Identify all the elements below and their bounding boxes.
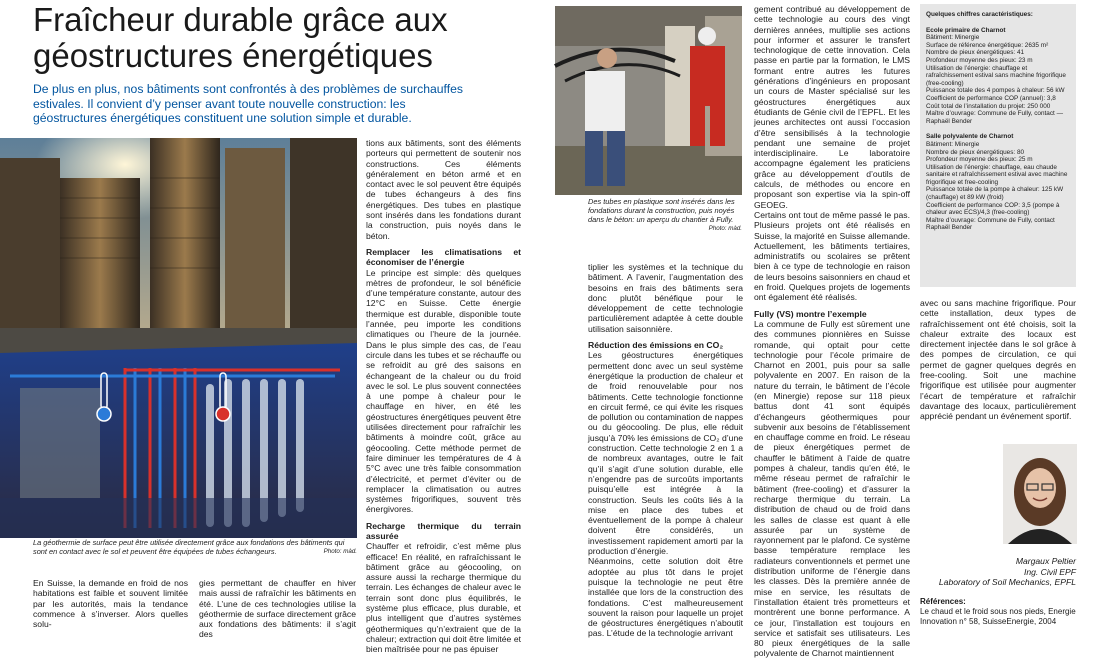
- author-portrait: [1003, 444, 1077, 544]
- factbox-line: Coût total de l’installation du projet: 250 000: [926, 102, 1051, 110]
- figure2-credit: Photo: màd.: [708, 225, 742, 232]
- references: [920, 597, 1090, 627]
- geostructure-illustration: [0, 138, 357, 538]
- paragraph: gement contribué au développement de cette technologie au cours des vingt dernières années, multiplie ses actions pour informer et assurer le transfert technologique de cette innovation. Cela passe en partie par la formation, le LMS formant entre autres les futures générations d’ingénieurs en proposant un cours de Master spécialisé sur les géostructures énergétiques aux étudiants de Génie civil de l’EPFL. Et les jeunes architectes ont aussi l’occasion d’être sensibilisés à la technologie pendant une semaine de projet interdisciplinaire. Le laboratoire accompagne également les praticiens grâce au développement d’outils de calculs, de méthodes ou encore en proposant son expertise via la spin-off GEOEG.: [754, 4, 910, 210]
- column1-bottom-text: En Suisse, la demande en froid de nos habitations est faible et souvent limitée par les autorités, mais la tendance commence à s’inverser. Alors quelles solu-: [33, 578, 188, 630]
- factbox-line: Coefficient de performance COP (annuel): 3,8: [926, 94, 1056, 102]
- factbox-line: Profondeur moyenne des pieux: 23 m: [926, 56, 1033, 64]
- factbox-line: Puissance totale des 4 pompes à chaleur: 56 kW: [926, 87, 1065, 95]
- paragraph: Chauffer et refroidir, c’est même plus efficace! En réalité, en rafraîchissant le bâtiment grâce au géocooling, on assure aussi la recharge thermique du terrain. Les échanges de chaleur avec le terrain sont donc plus équilibrés, le système plus efficace, plus durable, et plus intelligent que d’autres systèmes géothermiques qu’n’extraient que de la chaleur; extraction qui doit être limitée et bien maîtrisée pour ne pas épuiser: [366, 541, 521, 655]
- factbox-line: Maître d’ouvrage: Commune de Fully, contact Raphaël Bender: [926, 216, 1055, 232]
- factbox-line: Coefficient de performance COP: 3,5 (pompe à chaleur avec ECS)/4,3 (free-cooling): [926, 201, 1060, 217]
- subheading: Remplacer les climatisations et économiser de l’énergie: [366, 246, 521, 268]
- paragraph: La commune de Fully est sûrement une des communes pionnières en Suisse romande, qui optait pour cette technologie pour l’école primaire de Charnot en 2001, puis pour sa salle polyvalente en 2007. En raison de la nature du terrain, le bâtiment de l’école (en Minergie) repose sur 118 pieux battus dont 41 sont équipés d’échangeurs géothermiques pour subvenir aux besoins de l’établissement en chauffage comme en froid. Le réseau de pieux énergétiques permet de chauffer le bâtiment à l’aide de quatre pompes à chaleur, tandis qu’en été, le même réseau permet de rafraîchir le bâtiment (free-cooling) et d’assurer la recharge thermique du terrain. La distribution de chaud ou de froid dans les salles de classe est quant à elle assurée par un système de rayonnement par le plafond. Ce système basse température remplace les radiateurs conventionnels et permet une distribution uniforme de l’énergie dans les classes. Dès la première année de mise en service, les résultats de l’installation étaient très prometteurs et montrèrent une bonne performance. A ce jour, l’installation est toujours en service et satisfait ses utilisateurs. Les 80 pieux énergétiques de la salle polyvalente de Charnot maintiennent: [754, 318, 910, 659]
- references-heading: Références:: [920, 597, 966, 606]
- column2-bottom-text: gies permettant de chauffer en hiver mais aussi de rafraîchir les bâtiments en été. L’une de ces technologies utilise la géothermie de surface directement grâce aux fondations des bâtiments: il s’agit des: [199, 578, 356, 640]
- subheading: Réduction des émissions en CO₂: [588, 340, 724, 351]
- factbox-line: Bâtiment: Minergie: [926, 140, 980, 148]
- column5: avec ou sans machine frigorifique. Pour cette installation, deux types de rafraîchissement ont été choisis, soit la chaleur extraite des locaux est directement injectée dans le sol grâce à des pompes de circulation, ce qui permet de gagner quelques degrés en free-cooling. Soit une machine frigorifique est utilisée pour augmenter l’écart de température et rafraîchir davantage des locaux, particulièrement apprécié pendant un événement sportif.: [920, 298, 1076, 422]
- paragraph: tiplier les systèmes et la technique du bâtiment. A l’avenir, l’augmentation des besoins en frais des bâtiments sera donc plutôt bénéfique pour le développement de cette technologie particulièrement adaptée à cette double utilisation saisonnière.: [588, 262, 743, 334]
- factbox-group-title: Salle polyvalente de Charnot: [926, 133, 1014, 141]
- author-role: Ing. Civil EPF: [1023, 566, 1076, 577]
- author-name: Margaux Peltier: [1015, 556, 1076, 566]
- article-lead: De plus en plus, nos bâtiments sont confrontés à des problèmes de surchauffes estivales. Il convient d’y penser avant toute nouvelle construction: les géostructures énergétiques constituent une solution simple et durable.: [33, 82, 463, 126]
- paragraph: Certains ont tout de même passé le pas. Plusieurs projets ont été réalisés en Suisse, la majorité en Suisse allemande. Actuellement, les bâtiments tertiaires, administratifs ou scolaires se prêtent bien à ce type de technologie en raison de leurs besoins saisonniers en chaud et en froid. Quelques projets de logements ont également été réalisés.: [754, 209, 910, 303]
- article-title: Fraîcheur durable grâce aux géostructures énergétiques: [33, 1, 448, 74]
- column4: [754, 4, 910, 659]
- subheading: Fully (VS) montre l’exemple: [754, 308, 867, 319]
- column2: [366, 138, 521, 655]
- factbox-group-title: Ecole primaire de Charnot: [926, 26, 1006, 34]
- factbox-group-lines: [926, 34, 1070, 125]
- paragraph: Néanmoins, cette solution doit être adoptée au plus tôt dans le projet puisque la technologie ne peut être installée que lors de la construction des fondations. C’est malheureusement souvent la raison pour laquelle un projet de géostructures énergétiques n’aboutit pas. L’étude de la technologie arrivant: [588, 556, 743, 639]
- paragraph: Le principe est simple: dès quelques mètres de profondeur, le sol bénéficie d’une température constante, autour des 12°C en Suisse. Cette énergie thermique est durable, disponible toute l’année, peu importe les conditions climatiques ou l’heure de la journée. Dans le plus simple des cas, de l’eau circule dans les tubes et se réchauffe ou se refroidit au gré des saisons en échangeant de la chaleur ou du froid avec le sol. Le plus souvent connectées à une pompe à chaleur pour le chauffage en hiver, en été les géostructures énergétiques peuvent être utilisées directement pour rafraîchir les bâtiments à moindre coût, grâce au géocooling. Cette méthode permet de faire diminuer les températures de 4 à 5°C avec une très faible consommation d’électricité, et permet d’éviter ou de remplacer la climatisation ou autres systèmes frigorifiques, souvent très énergivores.: [366, 267, 521, 515]
- factbox-group-lines: [926, 141, 1070, 232]
- references-text: Le chaud et le froid sous nos pieds, Energie Innovation n° 58, SuisseEnergie, 2004: [920, 607, 1076, 626]
- author-lab: Laboratory of Soil Mechanics, EPFL: [938, 577, 1076, 587]
- factbox-line: Puissance totale de la pompe à chaleur: 125 kW (chauffage) et 89 kW (froid): [926, 186, 1064, 202]
- factbox-line: Maître d’ouvrage: Commune de Fully, contact —Raphaël Bender: [926, 110, 1063, 125]
- key-figures-box: [920, 4, 1076, 287]
- paragraph: tions aux bâtiments, sont des éléments porteurs qui permettent de soutenir nos constructions. Ces éléments généralement en béton armé et en contact avec le sol peuvent être équipés de tubes échangeurs à des fins énergétiques. Des tubes en plastique sont insérés dans les fondations durant la construction, puis noyés dans le béton.: [366, 138, 521, 241]
- factbox-line: Surface de référence énergétique: 2635 m²: [926, 41, 1049, 49]
- figure1-caption: La géothermie de surface peut être utilisée directement grâce aux fondations des bâtiments qui sont en contact avec le sol et peuvent être équipées de tubes échangeurs. Photo: màd.: [33, 538, 357, 556]
- factbox-line: Nombre de pieux énergétiques: 80: [926, 148, 1025, 156]
- author-signature: [930, 556, 1076, 588]
- paragraph: Les géostructures énergétiques permettent donc avec un seul système énergétique la production de chaleur et de froid renouvelable pour nos bâtiments. Cette technologie fonctionne en circuit fermé, ce qui évite les risques de pollution ou contamination de nappes ou du géocooling. De plus, elle réduit jusqu’à 70% les émissions de CO₂ d’une construction. Cette technologie 2 en 1 a de nombreux avantages, outre le fait qu’il s’agit d’une solution durable, elle n’engendre pas de surcoûts importants puisqu’elle est intégrée à la construction. Seuls les coûts liés à la mise en place des tubes et éventuellement de la pompe à chaleur doivent être considérés, un investissement rapidement amorti par la production d’énergie.: [588, 350, 743, 557]
- page-gutter: [541, 0, 555, 622]
- factbox-line: Bâtiment: Minergie: [926, 34, 980, 42]
- factbox-line: Utilisation de l’énergie: chauffage, eau chaude sanitaire et rafraîchissement estival avec machine frigorifique et free-cooling: [926, 163, 1068, 186]
- factbox-line: Nombre de pieux énergétiques: 41: [926, 49, 1025, 57]
- construction-site-photo: [555, 6, 742, 195]
- column3: [588, 262, 743, 639]
- factbox-line: Utilisation de l’énergie: chauffage et rafraîchissement estival sans machine frigorifique (free-cooling): [926, 64, 1066, 87]
- subheading: Recharge thermique du terrain assurée: [366, 520, 521, 541]
- figure1-credit: Photo: màd.: [323, 548, 357, 555]
- factbox-heading: Quelques chiffres caractéristiques:: [926, 11, 1033, 18]
- figure2-caption: Des tubes en plastique sont insérés dans les fondations durant la construction, puis noyés dans le béton: un aperçu du chantier à Fully. Photo: màd.: [588, 197, 742, 232]
- factbox-line: Profondeur moyenne des pieux: 25 m: [926, 156, 1033, 164]
